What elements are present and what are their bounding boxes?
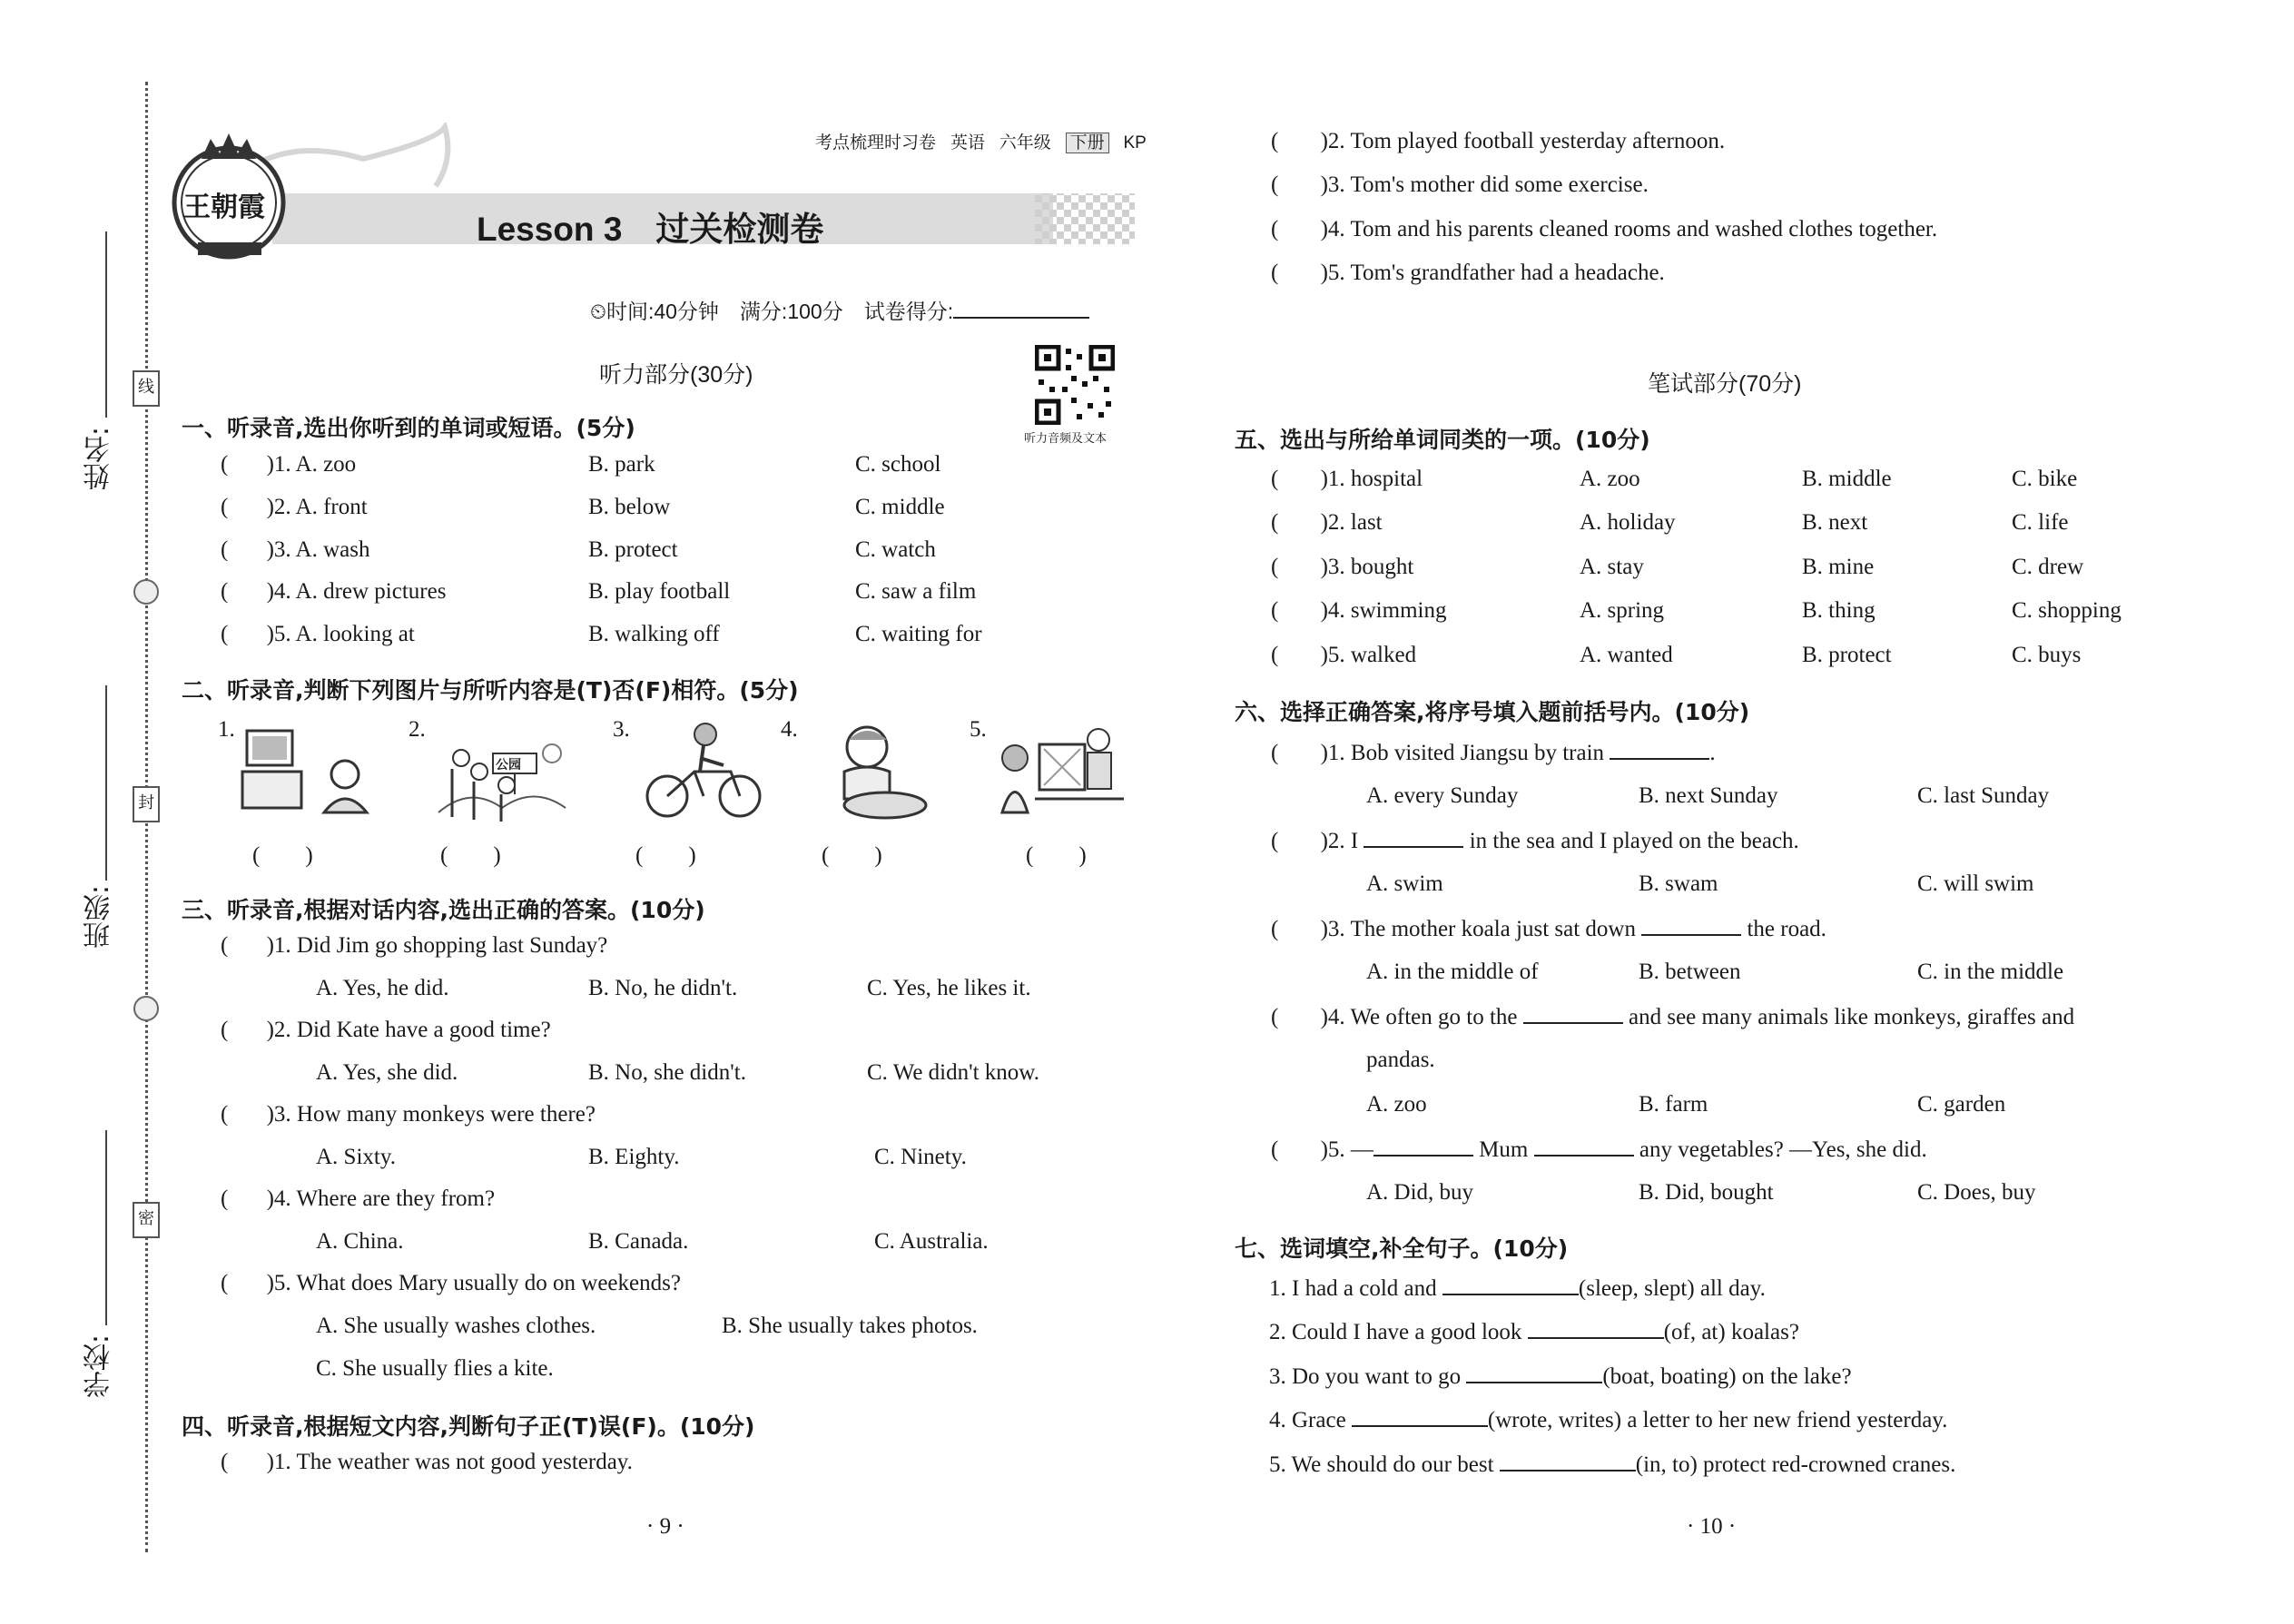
name-field[interactable] [105, 231, 107, 418]
option-b: B. next [1802, 510, 1868, 535]
seal-mark-line: 线 [133, 370, 160, 407]
option-c: C. life [2012, 510, 2069, 535]
option-c: C. garden [1917, 1092, 2006, 1117]
qr-code-icon [1035, 345, 1115, 425]
score-field[interactable] [953, 299, 1089, 319]
picture-number: 3. [613, 717, 630, 742]
option-b: B. No, she didn't. [588, 1060, 746, 1085]
option-a: A. holiday [1580, 510, 1676, 535]
question-item: ( )1. A. zoo [221, 452, 357, 477]
option-a: A. Sixty. [316, 1145, 396, 1169]
answer-blank[interactable] [1373, 1137, 1473, 1156]
picture-number: 4. [781, 717, 798, 742]
park-picture [434, 731, 570, 831]
question-item: ( )4. swimming [1271, 598, 1447, 623]
question-item: 2. Could I have a good look (of, at) koalas? [1269, 1320, 1799, 1344]
option-a: A. She usually washes clothes. [316, 1314, 596, 1338]
answer-blank[interactable] [1528, 1319, 1664, 1339]
class-label: 班级: [84, 885, 115, 950]
option-b: B. Canada. [588, 1229, 689, 1254]
answer-blank[interactable] [1466, 1363, 1602, 1383]
option-a: A. swim [1366, 871, 1443, 896]
question-item: 4. Grace (wrote, writes) a letter to her new friend yesterday. [1269, 1408, 1948, 1432]
park-sign: 公园 [496, 757, 521, 772]
question-item: ( )2. last [1271, 510, 1383, 535]
clock-icon: ⏲ [590, 300, 606, 323]
answer-blank[interactable] [1500, 1452, 1636, 1471]
question-item: ( )1. The weather was not good yesterday. [221, 1450, 633, 1474]
option-c: C. in the middle [1917, 960, 2064, 984]
question-item: ( )5. — Mum any vegetables? —Yes, she did. [1271, 1137, 1927, 1162]
answer-blank[interactable] [1352, 1407, 1488, 1427]
picture-number: 5. [970, 717, 987, 742]
answer-blank[interactable] [1641, 916, 1741, 936]
option-c: C. She usually flies a kite. [316, 1356, 554, 1381]
option-c: C. school [855, 452, 941, 477]
section-2-title: 二、听录音,判断下列图片与所听内容是(T)否(F)相符。(5分) [182, 677, 799, 704]
option-b: B. play football [588, 579, 731, 604]
option-b: B. between [1639, 960, 1741, 984]
option-a: A. stay [1580, 555, 1644, 579]
binding-knot-icon [133, 996, 159, 1021]
option-c: C. Australia. [874, 1229, 989, 1254]
option-a: A. in the middle of [1366, 960, 1539, 984]
option-c: C. will swim [1917, 871, 2034, 896]
option-c: C. saw a film [855, 579, 977, 604]
question-item: ( )3. The mother koala just sat down the road. [1271, 917, 1826, 941]
option-b: B. Did, bought [1639, 1180, 1774, 1205]
option-a: A. China. [316, 1229, 404, 1254]
class-field[interactable] [105, 685, 107, 881]
question-item: ( )4. We often go to the and see many animals like monkeys, giraffes and [1271, 1005, 2075, 1029]
option-c: C. drew [2012, 555, 2084, 579]
answer-paren[interactable]: ( ) [1026, 843, 1087, 868]
question-item: ( )2. Did Kate have a good time? [221, 1018, 551, 1042]
question-item: ( )2. A. front [221, 495, 368, 519]
question-item: 5. We should do our best (in, to) protect red-crowned cranes. [1269, 1452, 1956, 1477]
section-5-title: 五、选出与所给单词同类的一项。(10分) [1235, 427, 1650, 453]
question-item: ( )2. I in the sea and I played on the beach. [1271, 829, 1799, 853]
seal-mark-seal: 封 [133, 786, 160, 822]
wangzhaoxia-logo-icon: 王朝霞 [163, 132, 295, 263]
question-item: ( )5. A. looking at [221, 622, 415, 646]
washing-picture [812, 722, 949, 822]
picture-number: 2. [409, 717, 426, 742]
section-1-title: 一、听录音,选出你听到的单词或短语。(5分) [182, 415, 635, 441]
option-b: B. She usually takes photos. [722, 1314, 978, 1338]
answer-paren[interactable]: ( ) [822, 843, 882, 868]
option-c: C. Yes, he likes it. [867, 976, 1031, 1000]
seal-mark-close: 密 [133, 1202, 160, 1238]
picture-number: 1. [218, 717, 235, 742]
option-b: B. next Sunday [1639, 783, 1778, 808]
option-c: C. shopping [2012, 598, 2122, 623]
question-item: ( )3. bought [1271, 555, 1414, 579]
question-item: 3. Do you want to go (boat, boating) on the lake? [1269, 1364, 1852, 1389]
exam-info: ⏲时间:40分钟 满分:100分 试卷得分: [590, 295, 1089, 325]
option-c: C. watch [855, 537, 936, 562]
question-item: ( )3. Tom's mother did some exercise. [1271, 172, 1649, 197]
answer-paren[interactable]: ( ) [635, 843, 696, 868]
question-item: 1. I had a cold and (sleep, slept) all day. [1269, 1276, 1766, 1301]
answer-blank[interactable] [1534, 1137, 1634, 1156]
option-a: A. spring [1580, 598, 1665, 623]
tv-watching-picture [238, 722, 374, 822]
option-b: B. mine [1802, 555, 1875, 579]
qr-caption: 听力音频及文本 [1024, 431, 1108, 445]
option-a: A. Yes, she did. [316, 1060, 458, 1085]
section-3-title: 三、听录音,根据对话内容,选出正确的答案。(10分) [182, 897, 705, 923]
option-c: C. waiting for [855, 622, 982, 646]
option-b: B. farm [1639, 1092, 1708, 1117]
question-item: ( )5. What does Mary usually do on weekends? [221, 1271, 681, 1295]
question-item: ( )1. Did Jim go shopping last Sunday? [221, 933, 608, 958]
option-a: A. every Sunday [1366, 783, 1519, 808]
answer-blank[interactable] [1523, 1004, 1623, 1024]
option-b: B. Eighty. [588, 1145, 680, 1169]
answer-blank[interactable] [1364, 828, 1463, 848]
option-b: B. swam [1639, 871, 1718, 896]
question-item: ( )5. Tom's grandfather had a headache. [1271, 261, 1665, 285]
question-item: ( )3. A. wash [221, 537, 370, 562]
option-b: B. No, he didn't. [588, 976, 738, 1000]
page-title: Lesson 3 过关检测卷 [477, 211, 824, 248]
option-b: B. protect [1802, 643, 1892, 667]
question-item: ( )4. Where are they from? [221, 1186, 496, 1211]
option-c: C. Ninety. [874, 1145, 967, 1169]
question-item: ( )1. hospital [1271, 467, 1423, 491]
option-a: A. wanted [1580, 643, 1673, 667]
option-a: A. Yes, he did. [316, 976, 449, 1000]
question-item: ( )5. walked [1271, 643, 1417, 667]
school-label: 学校: [84, 1334, 115, 1399]
option-b: B. middle [1802, 467, 1892, 491]
page-number-right: · 10 · [1687, 1514, 1737, 1539]
section-6-title: 六、选择正确答案,将序号填入题前括号内。(10分) [1235, 699, 1750, 725]
option-c: C. bike [2012, 467, 2078, 491]
question-item: ( )3. How many monkeys were there? [221, 1102, 596, 1127]
question-continuation: pandas. [1366, 1048, 1435, 1072]
option-b: B. park [588, 452, 655, 477]
option-b: B. walking off [588, 622, 720, 646]
option-a: A. zoo [1580, 467, 1640, 491]
question-item: ( )2. Tom played football yesterday afternoon. [1271, 129, 1726, 153]
name-label: 姓名: [84, 427, 115, 491]
written-title: 笔试部分(70分) [1648, 371, 1802, 397]
school-field[interactable] [105, 1130, 107, 1325]
cycling-picture [640, 722, 776, 822]
answer-blank[interactable] [1442, 1275, 1579, 1295]
option-b: B. below [588, 495, 671, 519]
series-info: 考点梳理时习卷 英语 六年级 下册 KP [815, 133, 1147, 153]
option-c: C. Does, buy [1917, 1180, 2036, 1205]
option-c: C. middle [855, 495, 945, 519]
section-7-title: 七、选词填空,补全句子。(10分) [1235, 1235, 1569, 1262]
page-number-left: · 9 · [646, 1514, 684, 1539]
answer-blank[interactable] [1610, 740, 1709, 760]
option-c: C. buys [2012, 643, 2082, 667]
answer-paren[interactable]: ( ) [252, 843, 313, 868]
option-a: A. Did, buy [1366, 1180, 1474, 1205]
question-item: ( )4. A. drew pictures [221, 579, 447, 604]
option-a: A. zoo [1366, 1092, 1427, 1117]
question-item: ( )4. Tom and his parents cleaned rooms and washed clothes together. [1271, 217, 1938, 241]
binding-knot-icon [133, 579, 159, 605]
answer-paren[interactable]: ( ) [440, 843, 501, 868]
option-c: C. We didn't know. [867, 1060, 1039, 1085]
listening-title: 听力部分(30分) [599, 362, 753, 388]
option-b: B. protect [588, 537, 678, 562]
option-c: C. last Sunday [1917, 783, 2050, 808]
option-b: B. thing [1802, 598, 1876, 623]
painting-picture [989, 722, 1126, 822]
section-4-title: 四、听录音,根据短文内容,判断句子正(T)误(F)。(10分) [182, 1413, 755, 1440]
question-item: ( )1. Bob visited Jiangsu by train . [1271, 741, 1716, 765]
